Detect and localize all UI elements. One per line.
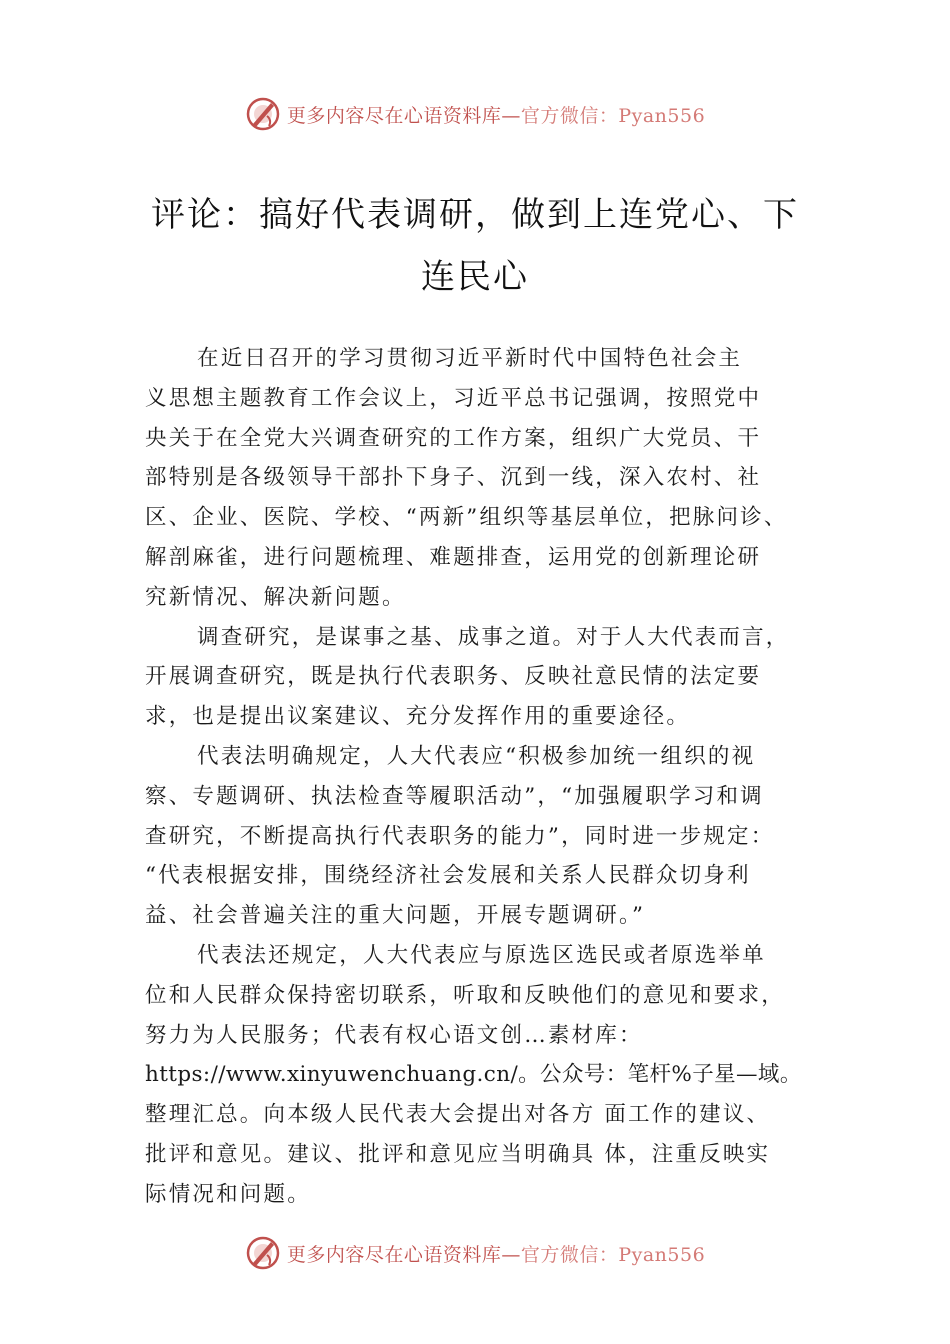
pen-circle-logo-icon <box>245 96 281 132</box>
footer-banner <box>0 1231 950 1275</box>
paragraph-line: 开展调查研究，既是执行代表职务、反映社意民情的法定要 <box>145 664 762 690</box>
paragraph-line: 批评和意见。建议、批评和意见应当明确具 体，注重反映实 <box>145 1141 771 1167</box>
title-line-1: 评论：搞好代表调研，做到上连党心、下 <box>151 195 799 235</box>
paragraph-line: 代表法明确规定，人大代表应“积极参加统一组织的视 <box>197 743 756 769</box>
article-title <box>110 184 840 308</box>
paragraph-line: 代表法还规定，人大代表应与原选区选民或者原选举单 <box>197 942 766 968</box>
paragraph-line: 求，也是提出议案建议、充分发挥作用的重要途径。 <box>145 704 691 730</box>
header-banner <box>0 92 950 136</box>
paragraph-line: 益、社会普遍关注的重大问题，开展专题调研。” <box>145 903 646 929</box>
paragraph-line-url: https://www.xinyuwenchuang.cn/。公众号：笔杆%子星—域。 <box>145 1062 802 1088</box>
paragraph-line: 努力为人民服务；代表有权心语文创…素材库： <box>145 1022 643 1048</box>
pen-circle-logo-icon <box>245 1235 281 1271</box>
title-line-2: 连民心 <box>421 257 529 297</box>
paragraph-line: 区、企业、医院、学校、“两新”组织等基层单位，把脉问诊、 <box>145 505 788 531</box>
header-brand: 更多内容尽在心语资料库 <box>286 104 502 127</box>
footer-brand: 更多内容尽在心语资料库 <box>286 1243 502 1266</box>
paragraph-line: 位和人民群众保持密切联系，听取和反映他们的意见和要求， <box>145 982 785 1008</box>
paragraph-line: 究新情况、解决新问题。 <box>145 584 406 610</box>
footer-wechat: 官方微信：Pyan556 <box>520 1243 706 1266</box>
paragraph-line: 整理汇总。向本级人民代表大会提出对各方 面工作的建议、 <box>145 1102 771 1128</box>
article-body <box>145 339 835 1215</box>
footer-dash: — <box>501 1243 521 1266</box>
paragraph-line: 际情况和问题。 <box>145 1181 311 1207</box>
paragraph-line: 察、专题调研、执法检查等履职活动”，“加强履职学习和调 <box>145 783 764 809</box>
paragraph-line: 义思想主题教育工作会议上，习近平总书记强调，按照党中 <box>145 385 762 411</box>
paragraph-line: 解剖麻雀，进行问题梳理、难题排查，运用党的创新理论研 <box>145 544 762 570</box>
header-dash: — <box>501 104 521 127</box>
paragraph-line: 查研究，不断提高执行代表职务的能力”，同时进一步规定： <box>145 823 775 849</box>
paragraph-line: 部特别是各级领导干部扑下身子、沉到一线，深入农村、社 <box>145 465 762 491</box>
paragraph-line: “代表根据安排，围绕经济社会发展和关系人民群众切身利 <box>145 863 751 889</box>
header-banner-text <box>287 101 705 128</box>
footer-banner-text <box>287 1240 705 1267</box>
paragraph-line: 调查研究，是谋事之基、成事之道。对于人大代表而言， <box>197 624 790 650</box>
header-wechat: 官方微信：Pyan556 <box>520 104 706 127</box>
paragraph-line: 在近日召开的学习贯彻习近平新时代中国特色社会主 <box>197 346 743 371</box>
paragraph-line: 央关于在全党大兴调查研究的工作方案，组织广大党员、干 <box>145 425 762 451</box>
